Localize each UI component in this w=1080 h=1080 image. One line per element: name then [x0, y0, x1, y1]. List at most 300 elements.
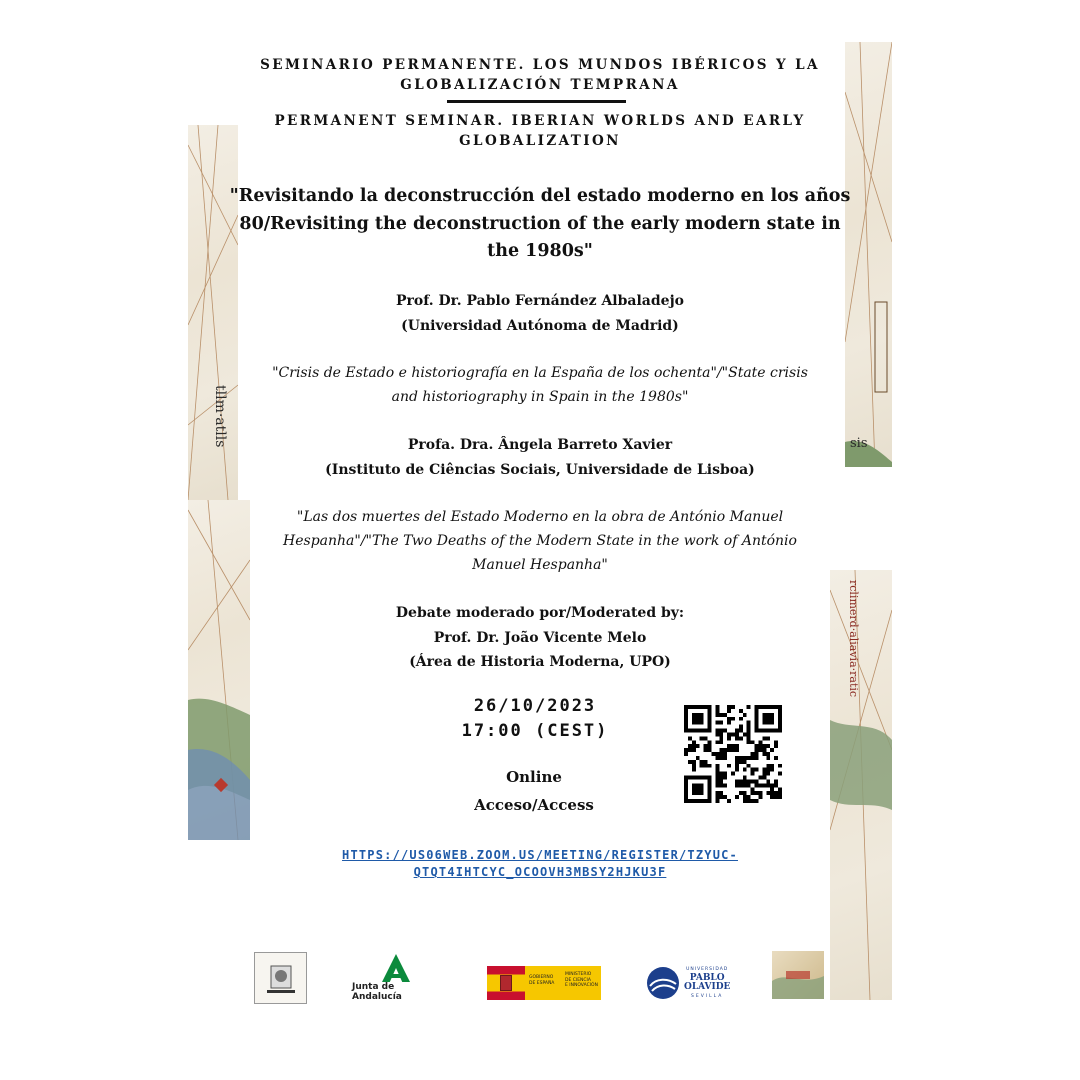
- qr-module: [755, 783, 759, 787]
- qr-module: [766, 783, 770, 787]
- qr-module: [700, 760, 704, 764]
- qr-module: [704, 748, 708, 752]
- spain-flag-icon: [487, 966, 525, 1000]
- qr-module: [739, 756, 743, 760]
- qr-module: [731, 744, 735, 748]
- qr-module: [766, 736, 770, 740]
- qr-module: [751, 799, 755, 803]
- qr-module: [770, 705, 774, 709]
- qr-module: [715, 740, 719, 744]
- moderator-label: Debate moderado por/Moderated by:: [395, 605, 685, 621]
- qr-module: [715, 783, 719, 787]
- qr-module: [758, 791, 762, 795]
- history-group-map-icon: [772, 951, 824, 999]
- qr-module: [708, 748, 712, 752]
- qr-module: [774, 756, 778, 760]
- qr-module: [700, 713, 704, 717]
- qr-module: [747, 725, 751, 729]
- svg-text:rclimerd·aliavia·ratic: rclimerd·aliavia·ratic: [847, 580, 860, 698]
- qr-module: [751, 779, 755, 783]
- qr-module: [758, 783, 762, 787]
- qr-module: [747, 705, 751, 709]
- qr-module: [684, 779, 688, 783]
- qr-module: [727, 748, 731, 752]
- qr-module: [715, 799, 719, 803]
- qr-module: [688, 776, 692, 780]
- qr-module: [684, 709, 688, 713]
- qr-module: [758, 729, 762, 733]
- qr-module: [696, 705, 700, 709]
- event-title-line2: 80/Revisiting the deconstruction of the early modern state in: [239, 213, 841, 234]
- qr-module: [747, 721, 751, 725]
- svg-text:tllm·atlls: tllm·atlls: [212, 385, 228, 448]
- gobierno-line1: GOBIERNO: [529, 975, 554, 980]
- speaker-1-talk-line1: "Crisis de Estado e historiografía en la España de los ochenta"/"State crisis: [272, 365, 808, 381]
- qr-module: [747, 729, 751, 733]
- event-time: 17:00 (CEST): [461, 721, 609, 741]
- qr-module: [727, 721, 731, 725]
- qr-module: [715, 791, 719, 795]
- qr-module: [708, 705, 712, 709]
- qr-module: [766, 752, 770, 756]
- qr-module: [700, 799, 704, 803]
- qr-module: [747, 740, 751, 744]
- qr-module: [778, 725, 782, 729]
- qr-module: [708, 787, 712, 791]
- qr-module: [774, 795, 778, 799]
- qr-module: [715, 776, 719, 780]
- qr-module: [715, 768, 719, 772]
- qr-module: [766, 779, 770, 783]
- qr-module: [770, 787, 774, 791]
- qr-module: [762, 717, 766, 721]
- qr-module: [719, 776, 723, 780]
- gobierno-espana-text: [525, 966, 601, 1000]
- qr-module: [778, 729, 782, 733]
- qr-module: [696, 744, 700, 748]
- qr-module: [766, 721, 770, 725]
- qr-module: [719, 721, 723, 725]
- speaker-2-talk-line2: Hespanha"/"The Two Deaths of the Modern State in the work of António: [283, 533, 797, 549]
- qr-module: [755, 705, 759, 709]
- registration-link[interactable]: [0, 847, 1080, 881]
- qr-module: [700, 783, 704, 787]
- qr-module: [774, 779, 778, 783]
- qr-module: [684, 748, 688, 752]
- qr-module: [762, 713, 766, 717]
- qr-module: [770, 764, 774, 768]
- qr-module: [755, 744, 759, 748]
- upo-bottom: SEVILLA: [691, 994, 724, 999]
- qr-module: [762, 748, 766, 752]
- qr-module: [747, 756, 751, 760]
- qr-module: [700, 787, 704, 791]
- qr-module: [747, 732, 751, 736]
- qr-module: [770, 717, 774, 721]
- gobierno-line2: DE ESPAÑA: [529, 980, 555, 986]
- qr-module: [711, 752, 715, 756]
- qr-module: [762, 768, 766, 772]
- qr-module: [688, 729, 692, 733]
- qr-module: [758, 705, 762, 709]
- qr-module: [743, 760, 747, 764]
- qr-module: [766, 764, 770, 768]
- qr-module: [723, 776, 727, 780]
- qr-module: [715, 713, 719, 717]
- upo-emblem-icon: [646, 966, 680, 1000]
- qr-module: [719, 783, 723, 787]
- qr-module: [684, 713, 688, 717]
- access-label: Acceso/Access: [474, 796, 594, 814]
- qr-module: [684, 791, 688, 795]
- qr-module: [755, 756, 759, 760]
- qr-module: [700, 776, 704, 780]
- qr-module: [778, 709, 782, 713]
- qr-module: [684, 729, 688, 733]
- qr-module: [696, 713, 700, 717]
- qr-module: [684, 705, 688, 709]
- qr-module: [708, 725, 712, 729]
- speaker-2-talk-line1: "Las dos muertes del Estado Moderno en la obra de António Manuel: [296, 509, 784, 525]
- qr-module: [755, 709, 759, 713]
- qr-module: [715, 779, 719, 783]
- qr-module: [696, 783, 700, 787]
- qr-module: [696, 756, 700, 760]
- qr-module: [770, 768, 774, 772]
- qr-module: [774, 783, 778, 787]
- qr-module: [715, 795, 719, 799]
- qr-module: [766, 768, 770, 772]
- qr-module: [766, 744, 770, 748]
- event-date: 26/10/2023: [473, 696, 597, 716]
- junta-andalucia-label: Junta de Andalucía: [352, 982, 402, 1002]
- qr-module: [755, 768, 759, 772]
- qr-module: [747, 736, 751, 740]
- qr-module: [751, 756, 755, 760]
- qr-module: [704, 776, 708, 780]
- qr-code[interactable]: [684, 705, 782, 803]
- moderator-name: Prof. Dr. João Vicente Melo: [433, 629, 647, 646]
- qr-module: [708, 764, 712, 768]
- qr-module: [774, 744, 778, 748]
- qr-module: [755, 717, 759, 721]
- qr-module: [766, 717, 770, 721]
- qr-module: [684, 795, 688, 799]
- qr-module: [739, 791, 743, 795]
- qr-module: [747, 799, 751, 803]
- qr-module: [684, 752, 688, 756]
- qr-module: [770, 729, 774, 733]
- qr-module: [708, 709, 712, 713]
- qr-module: [692, 760, 696, 764]
- qr-module: [727, 732, 731, 736]
- qr-module: [766, 729, 770, 733]
- qr-module: [692, 768, 696, 772]
- registration-link-line2[interactable]: QTQT4IHTCYC_OCOOVH3MBSY2HJKU3F: [413, 865, 667, 879]
- seminar-logo-emblem: [261, 958, 301, 998]
- qr-module: [688, 744, 692, 748]
- qr-module: [704, 705, 708, 709]
- qr-module: [723, 748, 727, 752]
- qr-module: [719, 795, 723, 799]
- qr-module: [692, 744, 696, 748]
- qr-module: [723, 772, 727, 776]
- qr-module: [700, 729, 704, 733]
- event-title: [0, 183, 1080, 266]
- qr-module: [692, 705, 696, 709]
- qr-module: [704, 729, 708, 733]
- qr-module: [708, 779, 712, 783]
- qr-module: [723, 756, 727, 760]
- qr-module: [719, 736, 723, 740]
- qr-module: [758, 776, 762, 780]
- speaker-2-name: Profa. Dra. Ângela Barreto Xavier: [407, 437, 673, 453]
- header-divider: [447, 100, 626, 103]
- ministerio-line3: E INNOVACIÓN: [565, 983, 598, 988]
- qr-module: [719, 729, 723, 733]
- qr-module: [747, 764, 751, 768]
- qr-module: [727, 736, 731, 740]
- upo-name1: PABLO: [689, 973, 725, 983]
- speaker-1-talk-line2: and historiography in Spain in the 1980s": [391, 389, 689, 405]
- qr-module: [770, 713, 774, 717]
- qr-module: [731, 748, 735, 752]
- qr-module: [692, 721, 696, 725]
- speaker-2: [0, 433, 1080, 482]
- qr-module: [692, 717, 696, 721]
- qr-module: [696, 776, 700, 780]
- qr-module: [758, 748, 762, 752]
- qr-module: [731, 732, 735, 736]
- qr-module: [743, 776, 747, 780]
- qr-module: [766, 791, 770, 795]
- qr-module: [708, 791, 712, 795]
- qr-module: [692, 799, 696, 803]
- qr-module: [708, 713, 712, 717]
- qr-module: [735, 768, 739, 772]
- qr-module: [715, 709, 719, 713]
- qr-module: [704, 799, 708, 803]
- qr-module: [774, 729, 778, 733]
- qr-module: [762, 729, 766, 733]
- qr-module: [688, 748, 692, 752]
- qr-module: [755, 725, 759, 729]
- qr-module: [727, 717, 731, 721]
- qr-module: [755, 721, 759, 725]
- qr-module: [755, 779, 759, 783]
- moderator-affiliation: (Área de Historia Moderna, UPO): [409, 654, 671, 670]
- qr-module: [704, 744, 708, 748]
- qr-module: [719, 740, 723, 744]
- qr-module: [743, 799, 747, 803]
- qr-module: [735, 748, 739, 752]
- qr-module: [692, 791, 696, 795]
- qr-module: [739, 760, 743, 764]
- qr-module: [708, 776, 712, 780]
- qr-module: [739, 729, 743, 733]
- speaker-1-affiliation: (Universidad Autónoma de Madrid): [401, 317, 679, 334]
- qr-module: [778, 713, 782, 717]
- qr-module: [719, 713, 723, 717]
- qr-module: [684, 783, 688, 787]
- qr-module: [684, 787, 688, 791]
- qr-module: [684, 717, 688, 721]
- qr-module: [735, 756, 739, 760]
- qr-module: [708, 721, 712, 725]
- qr-module: [696, 787, 700, 791]
- qr-module: [774, 740, 778, 744]
- qr-module: [696, 799, 700, 803]
- qr-module: [684, 776, 688, 780]
- qr-module: [758, 795, 762, 799]
- qr-module: [743, 756, 747, 760]
- qr-module: [700, 705, 704, 709]
- qr-module: [715, 752, 719, 756]
- qr-module: [755, 752, 759, 756]
- qr-module: [719, 752, 723, 756]
- qr-module: [719, 756, 723, 760]
- qr-module: [696, 721, 700, 725]
- access-info: [420, 763, 648, 819]
- qr-module: [778, 795, 782, 799]
- upo-text: [684, 965, 730, 1001]
- qr-module: [743, 732, 747, 736]
- event-schedule: [420, 694, 650, 744]
- speaker-2-talk: [0, 505, 1080, 577]
- qr-module: [778, 717, 782, 721]
- qr-module: [743, 791, 747, 795]
- qr-module: [735, 783, 739, 787]
- qr-module: [692, 729, 696, 733]
- qr-module: [727, 799, 731, 803]
- qr-module: [723, 729, 727, 733]
- speaker-1-talk: [0, 361, 1080, 409]
- qr-module: [747, 779, 751, 783]
- qr-module: [766, 705, 770, 709]
- qr-module: [735, 744, 739, 748]
- ministerio-line2: DE CIENCIA: [565, 977, 591, 983]
- qr-module: [778, 705, 782, 709]
- junta-andalucia-icon: [378, 952, 414, 982]
- qr-module: [700, 791, 704, 795]
- qr-module: [762, 721, 766, 725]
- qr-module: [692, 740, 696, 744]
- qr-module: [766, 756, 770, 760]
- qr-module: [766, 713, 770, 717]
- seminar-title-es: [0, 55, 1080, 95]
- qr-module: [715, 729, 719, 733]
- qr-module: [739, 783, 743, 787]
- qr-module: [704, 760, 708, 764]
- qr-module: [755, 799, 759, 803]
- qr-module: [755, 748, 759, 752]
- qr-module: [735, 736, 739, 740]
- qr-module: [692, 787, 696, 791]
- qr-module: [762, 772, 766, 776]
- qr-module: [751, 791, 755, 795]
- seminar-title-en: [0, 111, 1080, 151]
- upo-logo: [646, 964, 736, 1002]
- qr-module: [743, 783, 747, 787]
- qr-module: [755, 791, 759, 795]
- registration-link-line1[interactable]: HTTPS://US06WEB.ZOOM.US/MEETING/REGISTER/TZYUC-: [342, 848, 738, 862]
- qr-module: [688, 705, 692, 709]
- qr-module: [770, 795, 774, 799]
- qr-module: [739, 725, 743, 729]
- seminar-title-en-line2: GLOBALIZATION: [459, 133, 621, 149]
- qr-module: [688, 760, 692, 764]
- qr-module: [770, 748, 774, 752]
- seminar-title-es-line1: SEMINARIO PERMANENTE. LOS MUNDOS IBÉRICOS Y LA: [260, 57, 820, 73]
- qr-module: [770, 791, 774, 795]
- qr-module: [700, 736, 704, 740]
- qr-module: [751, 772, 755, 776]
- junta-andalucia-logo: [352, 952, 440, 1002]
- qr-module: [727, 764, 731, 768]
- qr-module: [692, 764, 696, 768]
- qr-module: [731, 772, 735, 776]
- qr-module: [751, 768, 755, 772]
- qr-module: [735, 795, 739, 799]
- qr-module: [731, 705, 735, 709]
- event-title-line1: "Revisitando la deconstrucción del estado moderno en los años: [229, 186, 851, 206]
- qr-module: [692, 783, 696, 787]
- qr-module: [715, 756, 719, 760]
- upo-top: UNIVERSIDAD: [686, 967, 729, 972]
- qr-module: [758, 740, 762, 744]
- qr-module: [774, 705, 778, 709]
- qr-module: [770, 783, 774, 787]
- qr-module: [708, 717, 712, 721]
- qr-module: [766, 772, 770, 776]
- qr-code-graphic: [684, 705, 782, 803]
- qr-module: [704, 736, 708, 740]
- qr-module: [708, 740, 712, 744]
- svg-text:sis: sis: [850, 436, 868, 451]
- qr-module: [755, 729, 759, 733]
- qr-module: [708, 744, 712, 748]
- qr-module: [704, 764, 708, 768]
- qr-module: [735, 779, 739, 783]
- qr-module: [708, 799, 712, 803]
- qr-module: [778, 772, 782, 776]
- qr-module: [743, 713, 747, 717]
- qr-module: [743, 768, 747, 772]
- qr-module: [727, 744, 731, 748]
- qr-module: [731, 717, 735, 721]
- seminar-title-es-line2: GLOBALIZACIÓN TEMPRANA: [400, 77, 680, 93]
- qr-module: [778, 791, 782, 795]
- qr-module: [739, 717, 743, 721]
- qr-module: [762, 783, 766, 787]
- qr-module: [708, 783, 712, 787]
- qr-module: [747, 795, 751, 799]
- qr-module: [708, 729, 712, 733]
- qr-module: [696, 717, 700, 721]
- seminar-logo: [254, 952, 307, 1004]
- qr-module: [751, 787, 755, 791]
- qr-module: [696, 791, 700, 795]
- upo-name2: OLAVIDE: [684, 982, 731, 992]
- qr-module: [778, 764, 782, 768]
- qr-module: [723, 752, 727, 756]
- qr-module: [751, 740, 755, 744]
- qr-module: [739, 736, 743, 740]
- speaker-1: [0, 289, 1080, 338]
- qr-module: [715, 721, 719, 725]
- qr-module: [770, 721, 774, 725]
- qr-module: [692, 776, 696, 780]
